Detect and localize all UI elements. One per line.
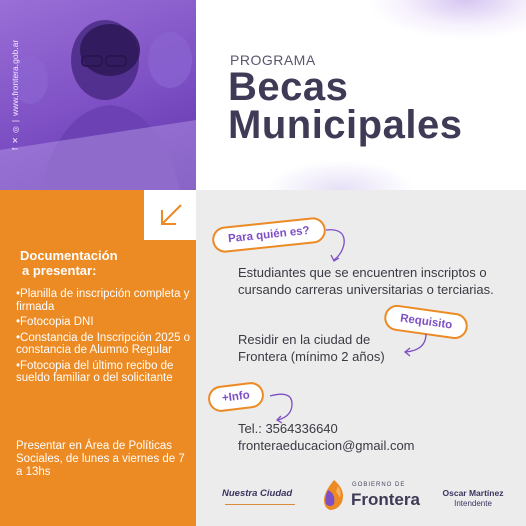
header	[196, 0, 526, 190]
social-links	[10, 40, 20, 150]
title-line-2: Municipales	[228, 103, 463, 147]
documentation-title	[20, 248, 118, 278]
documentation-title-line-1: Documentación	[20, 248, 118, 263]
list-item: •Constancia de Inscripción 2025 o constancia de Alumno Regular	[16, 331, 191, 356]
decorative-glow	[266, 160, 416, 190]
x-icon[interactable]: ✕	[10, 137, 20, 144]
facebook-icon[interactable]: f	[10, 147, 20, 150]
official-name: Oscar Martínez	[442, 488, 504, 498]
frontera-wordmark: Frontera	[351, 490, 420, 509]
para-quien-pill: Para quién es?	[211, 216, 327, 254]
frontera-flame-logo	[320, 478, 348, 512]
official-role: Intendente	[454, 499, 492, 508]
presentation-info: Presentar en Área de Políticas Sociales, de lunes a viernes de 7 a 13hs	[16, 440, 185, 478]
documentation-list	[16, 288, 194, 388]
list-item: •Fotocopia del último recibo de sueldo familiar o del solicitante	[16, 359, 174, 384]
residir-text: Residir en la ciudad de Frontera (mínimo 2 años)	[238, 332, 385, 364]
students-text: Estudiantes que se encuentren inscriptos o cursando carreras universitarias o terciarias.	[238, 265, 494, 297]
page-title	[228, 65, 463, 147]
student-photo-illustration	[0, 0, 196, 190]
email-text[interactable]: fronteraeducacion@gmail.com	[238, 438, 415, 453]
documentation-panel	[0, 190, 196, 526]
decorative-glow	[366, 0, 526, 40]
contact-info	[238, 420, 518, 454]
list-item: •Fotocopia DNI	[16, 316, 94, 328]
arrow-down-left-icon	[158, 202, 184, 228]
curl-arrow-icon	[322, 226, 352, 268]
arrow-box	[144, 190, 196, 240]
instagram-icon[interactable]: ◎	[10, 126, 20, 134]
logo-underline	[225, 504, 295, 505]
gobierno-de-label: GOBIERNO DE	[352, 482, 406, 488]
website-link[interactable]: www.frontera.gob.ar	[10, 39, 20, 116]
info-pill: +Info	[207, 381, 266, 414]
program-label: PROGRAMA	[230, 52, 316, 68]
title-line-1: Becas	[228, 65, 349, 109]
nuestra-ciudad-logo: Nuestra Ciudad	[222, 488, 293, 499]
phone-text[interactable]: Tel.: 3564336640	[238, 421, 338, 436]
documentation-title-line-2: a presentar:	[22, 263, 97, 278]
requisito-pill: Requisito	[383, 303, 470, 340]
list-item: •Planilla de inscripción completa y firmada	[16, 288, 190, 313]
social-separator: |	[10, 119, 20, 123]
hero-photo	[0, 0, 196, 190]
